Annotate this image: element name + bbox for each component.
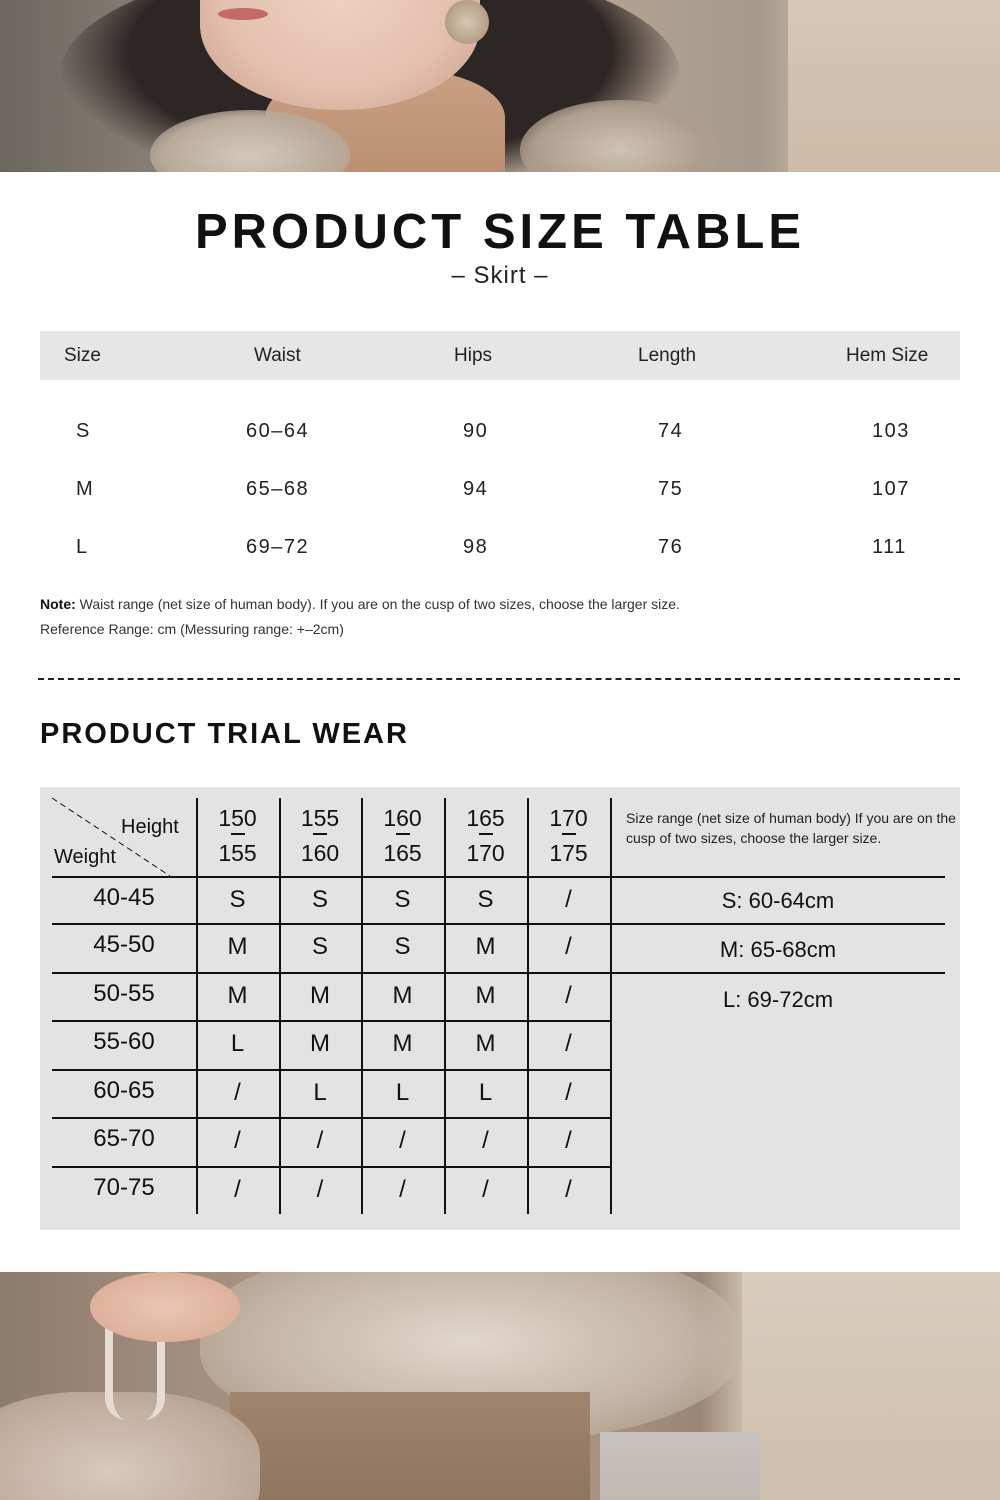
fit-cell: /	[399, 1176, 406, 1203]
height-from: 160	[383, 805, 422, 831]
fit-cell: /	[234, 1176, 241, 1203]
height-to: 165	[383, 839, 422, 866]
weight-label: 45-50	[93, 931, 155, 958]
fit-cell: /	[234, 1127, 241, 1154]
fit-cell: M	[392, 1030, 413, 1057]
cell-hem: 111	[872, 536, 907, 558]
height-header	[279, 800, 361, 872]
cell-hem: 103	[872, 420, 910, 442]
height-to: 155	[218, 839, 257, 866]
reference-range: Reference Range: cm (Messuring range: +–2cm)	[40, 621, 344, 637]
fit-cell: /	[482, 1127, 489, 1154]
cell-hem: 107	[872, 478, 910, 500]
cell-length: 76	[658, 536, 684, 558]
corner-height-label: Height	[121, 816, 179, 838]
floor	[600, 1432, 760, 1500]
cell-hips: 90	[463, 420, 489, 442]
fit-cell: S	[311, 886, 328, 913]
fit-cell: L	[313, 1079, 327, 1106]
header-hips: Hips	[454, 345, 493, 366]
height-from: 155	[300, 805, 340, 831]
fit-cell: /	[565, 1176, 572, 1203]
header-hem-size: Hem Size	[846, 345, 929, 366]
height-header	[444, 800, 527, 872]
fit-cell: M	[310, 982, 330, 1009]
height-header	[361, 800, 444, 872]
size-table-title: PRODUCT SIZE TABLE	[194, 205, 806, 259]
corner-weight-label: Weight	[54, 846, 116, 868]
weight-label: 70-75	[93, 1174, 155, 1201]
fit-cell: M	[392, 982, 413, 1009]
cell-waist: 65–68	[246, 478, 310, 500]
fit-cell: L	[478, 1079, 493, 1106]
cell-size: L	[76, 536, 89, 558]
cell-waist: 60–64	[246, 420, 310, 442]
fit-cell: /	[482, 1176, 489, 1203]
fit-cell: /	[565, 982, 572, 1009]
fit-cell: S	[229, 886, 246, 913]
grid-hline	[52, 876, 945, 878]
model-hand	[90, 1272, 240, 1342]
size-range-note: Size range (net size of human body) If you are on the cusp of two sizes, choose the larger size.	[626, 810, 956, 846]
height-from: 150	[218, 805, 257, 831]
height-from: 170	[549, 805, 588, 831]
cell-size: M	[76, 478, 95, 500]
weight-label: 50-55	[93, 980, 155, 1007]
fit-cell: /	[565, 1030, 572, 1057]
fit-cell: L	[230, 1030, 245, 1057]
cell-hips: 94	[463, 478, 489, 500]
fit-cell: M	[475, 982, 496, 1009]
weight-label: 60-65	[93, 1077, 155, 1104]
height-to: 170	[466, 839, 505, 866]
fit-cell: M	[310, 1030, 330, 1057]
stone-wall	[742, 1272, 1000, 1500]
trial-wear-title: PRODUCT TRIAL WEAR	[40, 718, 409, 750]
fit-cell: S	[394, 933, 411, 960]
height-header	[196, 800, 279, 872]
fit-cell: /	[565, 886, 572, 913]
size-table-subtitle: – Skirt –	[451, 262, 549, 289]
note-text: Waist range (net size of human body). If you are on the cusp of two sizes, choose the larger size.	[75, 596, 680, 612]
weight-label: 40-45	[93, 884, 155, 911]
fit-cell: /	[316, 1127, 324, 1154]
weight-label: 55-60	[93, 1028, 155, 1055]
note-label: Note:	[40, 596, 76, 612]
cell-size: S	[76, 420, 91, 442]
height-header	[527, 800, 610, 872]
fit-cell: /	[565, 933, 572, 960]
fit-cell: /	[234, 1079, 241, 1106]
fit-cell: M	[227, 933, 248, 960]
header-waist: Waist	[254, 345, 301, 366]
header-size: Size	[64, 345, 101, 366]
fit-cell: /	[316, 1176, 324, 1203]
bottom-photo	[0, 1272, 1000, 1500]
cell-length: 74	[658, 420, 684, 442]
size-range-l: L: 69-72cm	[722, 987, 834, 1012]
fit-cell: /	[565, 1127, 572, 1154]
header-length: Length	[638, 345, 697, 366]
fit-cell: M	[227, 982, 248, 1009]
fit-cell: /	[565, 1079, 572, 1106]
fit-cell: S	[477, 886, 494, 913]
fit-cell: L	[395, 1079, 410, 1106]
fit-cell: /	[399, 1127, 406, 1154]
size-range-s: S: 60-64cm	[721, 888, 835, 913]
cell-length: 75	[658, 478, 684, 500]
weight-label: 65-70	[93, 1125, 155, 1152]
height-from: 165	[466, 805, 505, 831]
cell-waist: 69–72	[246, 536, 310, 558]
fit-cell: S	[311, 933, 328, 960]
size-range-m: M: 65-68cm	[719, 937, 837, 962]
fit-cell: M	[475, 933, 496, 960]
fit-cell: S	[394, 886, 411, 913]
height-to: 160	[300, 839, 340, 866]
fit-cell: M	[475, 1030, 496, 1057]
cell-hips: 98	[463, 536, 489, 558]
height-to: 175	[549, 839, 588, 866]
coat	[230, 1392, 590, 1500]
